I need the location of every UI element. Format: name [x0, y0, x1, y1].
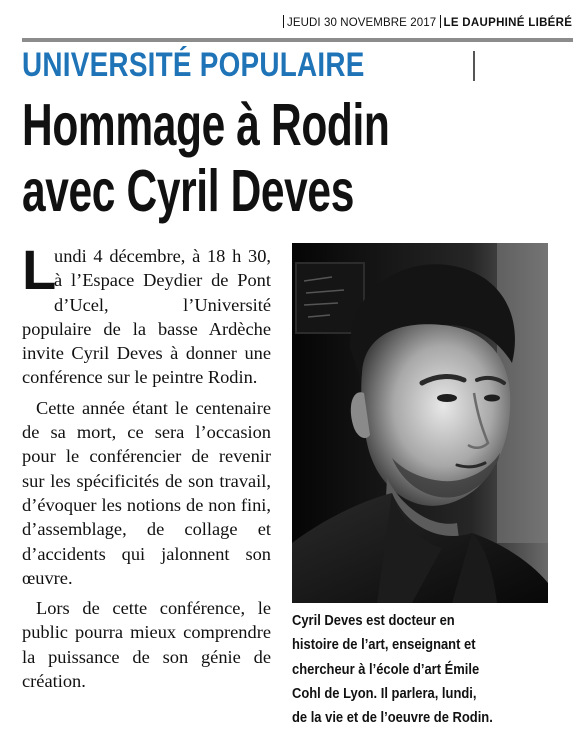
drop-cap: L [22, 238, 57, 301]
page-header [283, 13, 573, 33]
headline-line-1: Hommage à Rodin [22, 92, 390, 158]
portrait-photo [292, 243, 548, 603]
photo-caption [292, 609, 528, 730]
caption-line-5: de la vie et de l’oeuvre de Rodin. [292, 710, 493, 727]
portrait-image [292, 243, 548, 603]
paragraph-1 [22, 238, 271, 390]
caption-line-3: chercheur à l’école d’art Émile [292, 661, 480, 678]
rubric-divider [473, 51, 475, 81]
header-rule [22, 38, 573, 42]
publication-name: LE DAUPHINÉ LIBÉRÉ [443, 17, 573, 29]
section-rubric: UNIVERSITÉ POPULAIRE [22, 46, 365, 84]
caption-line-1: Cyril Deves est docteur en [292, 613, 455, 629]
issue-date: JEUDI 30 NOVEMBRE 2017 [287, 17, 437, 29]
headline [22, 92, 425, 224]
article-body [22, 238, 271, 699]
caption-line-4: Cohl de Lyon. Il parlera, lundi, [292, 685, 477, 702]
paragraph-1-text: undi 4 décembre, à 18 h 30, à l’Espace Deydier de Pont d’Ucel, l’Université populaire de la basse Ardèche invite Cyril Deves à donner une conférence sur le peintre Rodin. [22, 246, 271, 388]
headline-line-2: avec Cyril Deves [22, 158, 354, 224]
paragraph-3: Lors de cette conférence, le public pourra mieux comprendre la puissance de son génie de création. [22, 598, 271, 692]
caption-line-2: histoire de l’art, enseignant et [292, 637, 476, 654]
header-divider [440, 15, 441, 28]
paragraph-2: Cette année étant le centenaire de sa mort, ce sera l’occasion pour le conférencier de revenir sur les spécificités de son travail, d’évoquer les notions de non fini, d’assemblage, de collage et d’accidents qui jalonnent son œuvre. [22, 397, 271, 588]
header-divider [283, 15, 284, 28]
